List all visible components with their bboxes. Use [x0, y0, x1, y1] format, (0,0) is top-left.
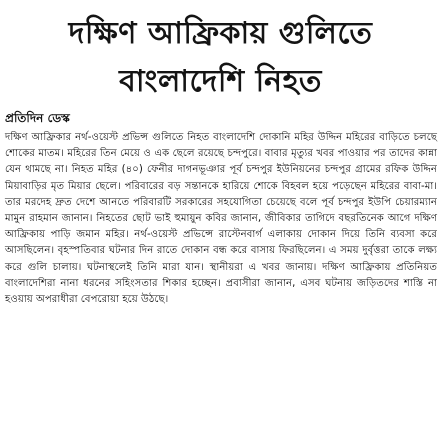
headline-line-1: দক্ষিণ আফ্রিকায় গুলিতে [68, 16, 373, 51]
article-body [5, 130, 437, 308]
article-paragraph: দক্ষিণ আফ্রিকার নর্থ-ওয়েস্ট প্রভিন্স গুলিতে নিহত বাংলাদেশি দোকানি মহির উদ্দিন মহিরের বাড়িতে চলছে শোকের মাতম। মহিরের তিন মেয়ে ও এক ছেলে রয়েছে চন্দপুরে। বাবার মৃত্যুর খবর পাওয়ার পর তাদের কান্না যেন থামছে না। নিহত মহির (৪০) ফেনীর দাগনভূঞার পূর্ব চন্দপুর ইউনিয়নের চন্দপুর গ্রামের রফিক উদ্দিন মিয়াবাড়ির মৃত মিয়ার ছেলে। পরিবারের বড় সন্তানকে হারিয়ে শোকে বিহবল হয়ে পড়েছেন মহিরের বাবা-মা। তার মরদেহ দ্রুত দেশে আনতে পরিবারটি সরকারের সহযোগিতা চেয়েছে বলে পূর্ব চন্দপুর ইউপি চেয়ারম্যান মামুন রাহমান জানান। নিহতের ছোট ভাই হুমায়ুন কবির জানান, জীবিকার তাগিদে বছরতিনেক আগে দক্ষিণ আফ্রিকায় পাড়ি জমান মহির। নর্থ-ওয়েস্ট প্রভিন্সে রাস্টেনবার্গ এলাকায় দোকান দিয়ে তিনি ব্যবসা করে আসছিলেন। বৃহস্পতিবার ঘটনার দিন রাতে দোকান বন্ধ করে বাসায় ফিরছিলেন। এ সময় দুর্বৃত্তরা তাকে লক্ষ্য করে গুলি চালায়। ঘটনাস্থলেই তিনি মারা যান। স্থানীয়রা এ খবর জানায়। দক্ষিণ আফ্রিকায় প্রতিনিয়ত বাংলাদেশিরা নানা ধরনের সহিংসতার শিকার হচ্ছেন। প্রবাসীরা জানান, এসব ঘটনায় জড়িতদের শাস্তি না হওয়ায় অপরাধীরা বেপরোয়া হয়ে উঠছে। [5, 132, 437, 306]
byline: প্রতিদিন ডেস্ক [5, 111, 70, 125]
headline-line-2: বাংলাদেশি নিহত [119, 64, 322, 99]
